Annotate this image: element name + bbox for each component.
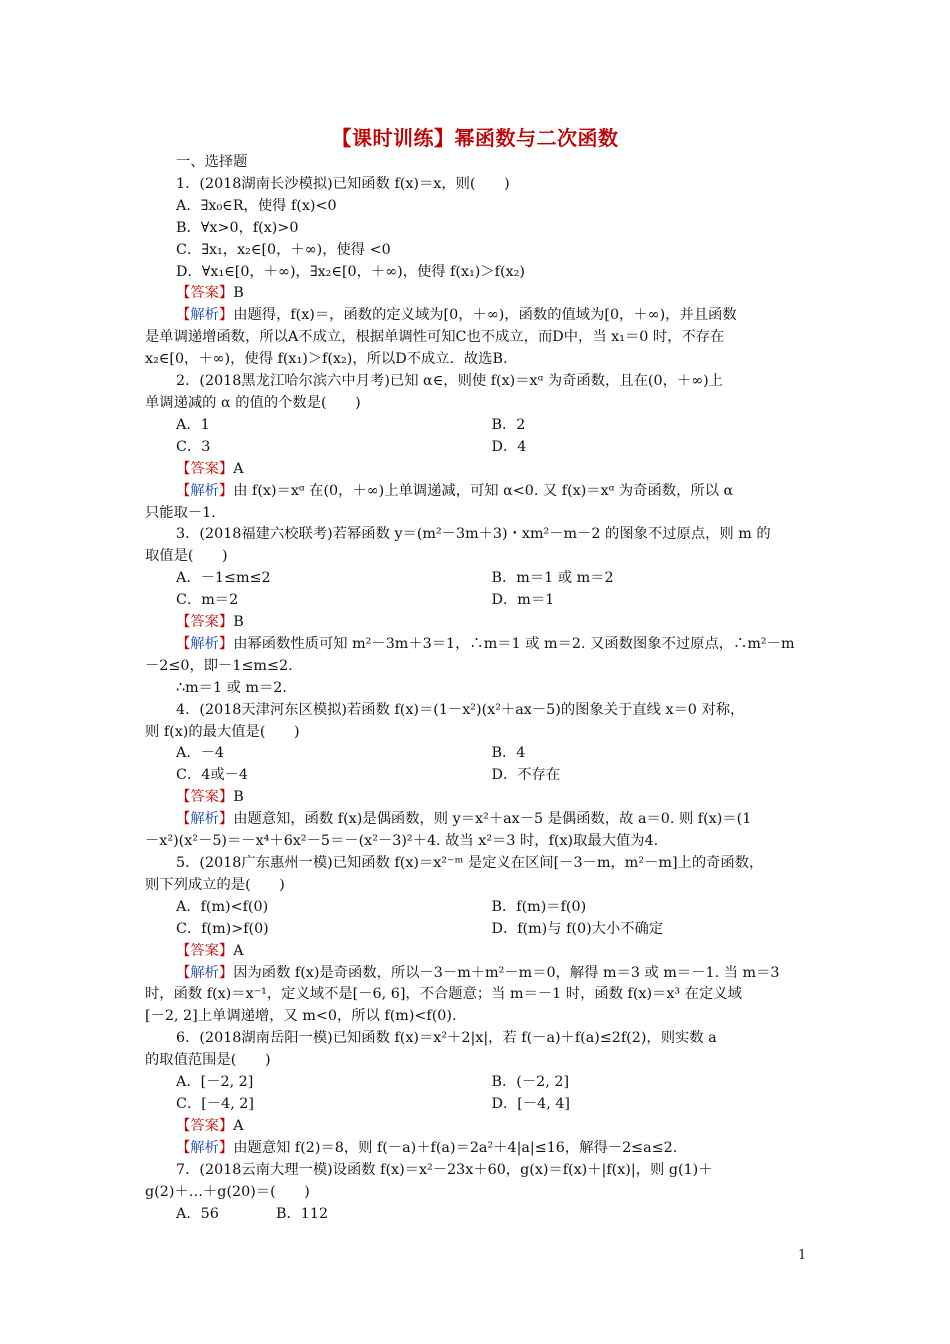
choice-option: C．[－4, 2] — [176, 1095, 254, 1112]
text-line: －x²)(x²－5)＝－x⁴＋6x²－5＝－(x²－3)²＋4. 故当 x²＝3 时，f(x)取最大值为4. — [145, 833, 659, 850]
choice-option: D．f(m)与 f(0)大小不确定 — [491, 920, 664, 937]
page-title: 【课时训练】幂函数与二次函数 — [331, 126, 619, 150]
analysis-tag-word: 解析 — [190, 811, 219, 828]
analysis-line — [145, 481, 807, 503]
analysis-text: 因为函数 f(x)是奇函数，所以－3－m＋m²－m＝0，解得 m＝3 或 m＝－1. 当 m＝3 — [233, 964, 780, 981]
analysis-text: 由 f(x)＝xᵅ 在(0，＋∞)上单调递减，可知 α<0. 又 f(x)＝xᵅ 为奇函数，所以 α — [233, 482, 734, 499]
choice-row — [145, 590, 807, 612]
choice-row — [145, 743, 807, 765]
analysis-tag-open: 【 — [176, 482, 191, 499]
answer-value: A — [233, 460, 244, 477]
text-line: A．56 B．112 — [176, 1205, 329, 1222]
choice-option: C．m＝2 — [176, 592, 239, 609]
text-line: 5．(2018广东惠州一模)已知函数 f(x)＝x²⁻ᵐ 是定义在区间[－3－m，m²－m]上的奇函数， — [176, 855, 764, 871]
analysis-tag-close: 】 — [218, 482, 234, 499]
answer-line — [145, 1116, 807, 1138]
text-line: ∴m＝1 或 m＝2. — [176, 679, 287, 696]
analysis-tag-word: 解析 — [190, 307, 219, 324]
analysis-tag-open: 【 — [176, 811, 191, 828]
choice-option: C．4或－4 — [176, 767, 249, 784]
choice-option: B．(－2, 2] — [491, 1074, 570, 1091]
answer-tag: 【答案】 — [176, 460, 234, 477]
text-line: 时，函数 f(x)＝x⁻¹，定义域不是[－6, 6]，不合题意；当 m＝－1 时，函数 f(x)＝x³ 在定义域 — [145, 986, 742, 1003]
analysis-tag-close: 】 — [218, 307, 234, 324]
choice-option: A．－4 — [176, 745, 225, 762]
text-line: 2．(2018黑龙江哈尔滨六中月考)已知 α∈，则使 f(x)＝xᵅ 为奇函数，且在(0，＋∞)上 — [176, 373, 723, 390]
analysis-tag-close: 】 — [218, 1139, 234, 1156]
choice-option: D．[－4, 4] — [491, 1095, 570, 1112]
answer-tag: 【答案】 — [176, 789, 234, 806]
choice-option: D．m＝1 — [491, 592, 555, 609]
answer-value: B — [233, 614, 244, 631]
analysis-text: 由幂函数性质可知 m²－3m＋3＝1，∴m＝1 或 m＝2. 又函数图象不过原点，∴m²－m — [233, 635, 795, 652]
choice-option: A．1 — [176, 416, 210, 433]
analysis-tag-open: 【 — [176, 1139, 191, 1156]
analysis-line — [145, 963, 807, 985]
choice-row — [145, 437, 807, 459]
analysis-tag-open: 【 — [176, 307, 191, 324]
text-line: 单调递减的 α 的值的个数是( ) — [145, 394, 361, 411]
text-line: 只能取－1. — [145, 504, 216, 521]
text-line: D．∀x₁∈[0，＋∞)，∃x₂∈[0，＋∞)，使得 f(x₁)＞f(x₂) — [176, 263, 525, 280]
text-line: A．∃x₀∈R，使得 f(x)<0 — [176, 197, 337, 214]
analysis-tag-word: 解析 — [190, 635, 219, 652]
text-line: 则 f(x)的最大值是( ) — [145, 723, 300, 740]
choice-row — [145, 568, 807, 590]
choice-option: A．[－2, 2] — [176, 1074, 254, 1091]
choice-option: B．m＝1 或 m＝2 — [491, 570, 614, 587]
choice-row — [145, 1072, 807, 1094]
answer-tag: 【答案】 — [176, 942, 234, 959]
text-line: 的取值范围是( ) — [145, 1052, 271, 1069]
choice-option: B．2 — [491, 416, 526, 433]
choice-option: B．f(m)＝f(0) — [491, 898, 587, 915]
answer-line — [145, 787, 807, 809]
text-line: －2≤0，即－1≤m≤2. — [145, 657, 293, 674]
analysis-tag-close: 】 — [218, 964, 234, 981]
analysis-line — [145, 305, 807, 327]
choice-row — [145, 415, 807, 437]
text-line: [－2, 2]上单调递增，又 m<0，所以 f(m)<f(0). — [145, 1008, 457, 1025]
analysis-text: 由题得，f(x)＝，函数的定义域为[0，＋∞)，函数的值域为[0，＋∞)，并且函数 — [233, 307, 737, 324]
answer-tag: 【答案】 — [176, 285, 234, 302]
text-line: 是单调递增函数，所以A不成立，根据单调性可知C也不成立，而D中，当 x₁＝0 时，不存在 — [145, 329, 725, 346]
text-line: g(2)＋…＋g(20)＝( ) — [145, 1183, 310, 1200]
page-number: 1 — [798, 1248, 807, 1263]
text-line: 一、选择题 — [176, 154, 248, 170]
choice-option: D．不存在 — [491, 767, 561, 784]
choice-option: D．4 — [491, 438, 527, 455]
analysis-tag-close: 】 — [218, 811, 234, 828]
text-line: 3．(2018福建六校联考)若幂函数 y＝(m²－3m＋3)・xm²－m－2 的图象不过原点，则 m 的 — [176, 526, 771, 543]
answer-line — [145, 283, 807, 305]
choice-row — [145, 919, 807, 941]
analysis-tag-word: 解析 — [190, 482, 219, 499]
analysis-text: 由题意知，函数 f(x)是偶函数，则 y＝x²＋ax－5 是偶函数，故 a＝0. 则 f(x)＝(1 — [233, 811, 752, 828]
analysis-line — [145, 809, 807, 831]
choice-row — [145, 1094, 807, 1116]
text-line: 6．(2018湖南岳阳一模)已知函数 f(x)＝x²＋2|x|，若 f(－a)＋f(a)≤2f(2)，则实数 a — [176, 1030, 717, 1047]
text-line: 则下列成立的是( ) — [145, 876, 285, 893]
analysis-tag-open: 【 — [176, 635, 191, 652]
text-line: C．∃x₁，x₂∈[0，＋∞)，使得 <0 — [176, 241, 391, 258]
analysis-tag-word: 解析 — [190, 964, 219, 981]
answer-line — [145, 941, 807, 963]
answer-line — [145, 612, 807, 634]
answer-value: B — [233, 789, 244, 806]
text-line: 取值是( ) — [145, 548, 228, 565]
analysis-text: 由题意知 f(2)＝8，则 f(－a)＋f(a)＝2a²＋4|a|≤16，解得－2≤a≤2. — [233, 1139, 678, 1156]
choice-option: C．f(m)>f(0) — [176, 920, 269, 937]
answer-value: A — [233, 1117, 244, 1134]
choice-option: A．f(m)<f(0) — [176, 898, 269, 915]
choice-option: C．3 — [176, 438, 211, 455]
text-line: 7．(2018云南大理一模)设函数 f(x)＝x²－23x＋60，g(x)＝f(x)＋|f(x)|，则 g(1)＋ — [176, 1161, 713, 1178]
text-line: 4．(2018天津河东区模拟)若函数 f(x)＝(1－x²)(x²＋ax－5)的图象关于直线 x＝0 对称， — [176, 701, 745, 718]
answer-line — [145, 459, 807, 481]
text-line: B．∀x>0，f(x)>0 — [176, 219, 299, 236]
analysis-line — [145, 1138, 807, 1160]
analysis-tag-open: 【 — [176, 964, 191, 981]
text-line: 1．(2018湖南长沙模拟)已知函数 f(x)＝x，则( ) — [176, 175, 510, 192]
choice-option: B．4 — [491, 745, 526, 762]
answer-tag: 【答案】 — [176, 614, 234, 631]
answer-value: A — [233, 942, 244, 959]
document-body — [145, 152, 807, 1225]
choice-row — [145, 765, 807, 787]
analysis-line — [145, 634, 807, 656]
text-line: x₂∈[0，＋∞)，使得 f(x₁)＞f(x₂)，所以D不成立．故选B. — [145, 351, 508, 368]
answer-tag: 【答案】 — [176, 1117, 234, 1134]
analysis-tag-word: 解析 — [190, 1139, 219, 1156]
choice-row — [145, 897, 807, 919]
choice-option: A．－1≤m≤2 — [176, 570, 271, 587]
analysis-tag-close: 】 — [218, 635, 234, 652]
answer-value: B — [233, 285, 244, 302]
